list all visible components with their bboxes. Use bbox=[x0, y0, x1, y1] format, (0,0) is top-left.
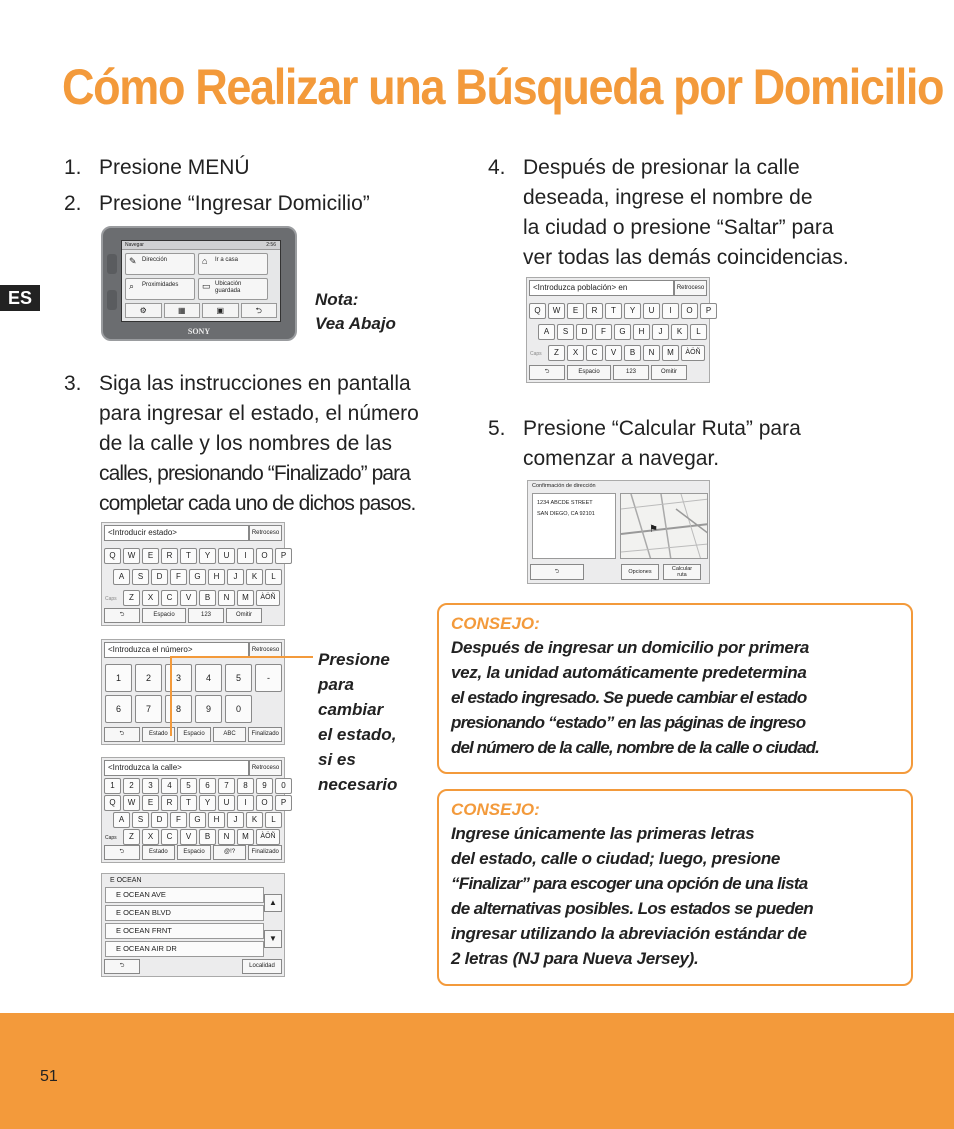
key[interactable]: 5 bbox=[180, 778, 197, 794]
keyboard-row-1 bbox=[104, 795, 292, 811]
keyboard-row-3 bbox=[548, 345, 705, 361]
back-arrow-button[interactable]: ⮌ bbox=[104, 608, 140, 623]
retroceso-button[interactable]: Retroceso bbox=[249, 642, 282, 658]
step-text: Después de presionar la calle bbox=[523, 156, 800, 179]
key[interactable]: X bbox=[142, 829, 159, 845]
key[interactable]: R bbox=[586, 303, 603, 319]
key[interactable]: L bbox=[265, 812, 282, 828]
key[interactable]: 6 bbox=[199, 778, 216, 794]
back-arrow-button[interactable]: ⮌ bbox=[529, 365, 565, 380]
key[interactable]: 8 bbox=[237, 778, 254, 794]
keyboard-row-1 bbox=[529, 303, 717, 319]
tip-line: el estado ingresado. Se puede cambiar el estado bbox=[451, 688, 807, 707]
key[interactable]: I bbox=[237, 795, 254, 811]
settings-icon[interactable]: ⚙ bbox=[125, 303, 162, 318]
key[interactable]: 1 bbox=[104, 778, 121, 794]
device-topbar-label: Navegar bbox=[125, 242, 144, 248]
key[interactable]: G bbox=[189, 812, 206, 828]
key[interactable]: N bbox=[218, 829, 235, 845]
retroceso-button[interactable]: Retroceso bbox=[674, 280, 707, 296]
list-header: E OCEAN bbox=[110, 877, 142, 884]
accent-key[interactable]: ÀÖÑ bbox=[681, 345, 705, 361]
key[interactable]: C bbox=[161, 829, 178, 845]
keypad-row-1 bbox=[105, 664, 282, 692]
step-text: comenzar a navegar. bbox=[523, 447, 720, 470]
language-tab: ES bbox=[0, 285, 40, 311]
tip-line: vez, la unidad automáticamente predetermina bbox=[451, 663, 807, 682]
address-line: 1234 ABCDE STREET bbox=[537, 500, 593, 506]
tip-line: presionando “estado” en las páginas de ingreso bbox=[451, 713, 806, 732]
keypad-bottom-bar bbox=[104, 727, 282, 742]
tip-box-1 bbox=[437, 603, 913, 774]
key[interactable]: B bbox=[199, 829, 216, 845]
tip-line: 2 letras (NJ para Nueva Jersey). bbox=[451, 949, 699, 968]
ruta-label: ruta bbox=[677, 572, 687, 578]
calcular-ruta-button[interactable] bbox=[663, 564, 701, 580]
list-item[interactable]: E OCEAN BLVD bbox=[105, 905, 264, 921]
page-number: 51 bbox=[40, 1068, 58, 1085]
key[interactable]: W bbox=[123, 795, 140, 811]
key[interactable]: J bbox=[227, 812, 244, 828]
key[interactable]: 8 bbox=[165, 695, 192, 723]
key[interactable]: P bbox=[700, 303, 717, 319]
calcular-label: Calcular bbox=[671, 566, 693, 572]
device-icon-row bbox=[125, 303, 277, 318]
key[interactable]: Q bbox=[104, 548, 121, 564]
device-clock: 2:56 bbox=[266, 242, 276, 248]
step-text: Presione “Ingresar Domicilio” bbox=[99, 192, 370, 215]
key[interactable]: B bbox=[199, 590, 216, 606]
step-text: para ingresar el estado, el número bbox=[99, 402, 419, 425]
back-arrow-button[interactable]: ⮌ bbox=[104, 959, 140, 974]
retroceso-button[interactable]: Retroceso bbox=[249, 760, 282, 776]
page-title: Cómo Realizar una Búsqueda por Domicilio bbox=[62, 59, 944, 115]
number-input[interactable]: <Introduzca el número> bbox=[104, 642, 249, 658]
key[interactable]: J bbox=[652, 324, 669, 340]
key[interactable]: Z bbox=[548, 345, 565, 361]
step-text: Siga las instrucciones en pantalla bbox=[99, 372, 411, 395]
key[interactable]: S bbox=[557, 324, 574, 340]
key[interactable]: Q bbox=[529, 303, 546, 319]
key[interactable]: 2 bbox=[135, 664, 162, 692]
step-text: ver todas las demás coincidencias. bbox=[523, 246, 849, 269]
key[interactable]: B bbox=[624, 345, 641, 361]
step-4 bbox=[488, 153, 928, 273]
espacio-button[interactable]: Espacio bbox=[177, 845, 211, 860]
retroceso-button[interactable]: Retroceso bbox=[249, 525, 282, 541]
key[interactable]: O bbox=[256, 548, 273, 564]
address-line: SAN DIEGO, CA 92101 bbox=[537, 511, 595, 517]
key[interactable]: M bbox=[662, 345, 679, 361]
key[interactable]: U bbox=[218, 548, 235, 564]
pencil-icon: ✎ bbox=[129, 256, 137, 266]
key[interactable]: J bbox=[227, 569, 244, 585]
step-text: completar cada uno de dichos pasos. bbox=[99, 492, 416, 515]
home-icon: ⌂ bbox=[202, 256, 208, 266]
step-number: 2. bbox=[64, 192, 82, 215]
book-icon: ▭ bbox=[202, 281, 211, 291]
scroll-up-icon[interactable]: ▲ bbox=[264, 894, 282, 912]
key[interactable]: W bbox=[123, 548, 140, 564]
key[interactable]: R bbox=[161, 795, 178, 811]
pointer-line bbox=[170, 656, 313, 658]
key[interactable]: N bbox=[643, 345, 660, 361]
direccion-button[interactable] bbox=[125, 253, 195, 275]
abc-button[interactable]: ABC bbox=[213, 727, 247, 742]
destination-flag-icon: ⚑ bbox=[649, 524, 658, 535]
step-text: Presione MENÚ bbox=[99, 156, 250, 179]
back-icon[interactable]: ⮌ bbox=[241, 303, 278, 318]
keyboard-bottom-bar bbox=[104, 845, 282, 860]
caps-label[interactable]: Caps bbox=[105, 596, 117, 602]
keyboard-row-2 bbox=[113, 812, 282, 828]
key[interactable]: Z bbox=[123, 590, 140, 606]
key[interactable]: O bbox=[681, 303, 698, 319]
list-item[interactable]: E OCEAN AIR DR bbox=[105, 941, 264, 957]
key[interactable]: U bbox=[643, 303, 660, 319]
step-number: 5. bbox=[488, 417, 506, 440]
omitir-button[interactable]: Omitir bbox=[226, 608, 262, 623]
key[interactable]: C bbox=[586, 345, 603, 361]
key[interactable]: Y bbox=[199, 795, 216, 811]
caps-label[interactable]: Caps bbox=[105, 835, 117, 841]
street-input[interactable]: <Introduzca la calle> bbox=[104, 760, 249, 776]
tip-body bbox=[451, 635, 899, 760]
callout-line: cambiar bbox=[318, 700, 384, 719]
list-bottom-bar bbox=[104, 959, 282, 974]
key[interactable]: W bbox=[548, 303, 565, 319]
key[interactable]: E bbox=[142, 548, 159, 564]
key[interactable]: L bbox=[690, 324, 707, 340]
numbers-button[interactable]: 123 bbox=[613, 365, 649, 380]
route-confirmation-image bbox=[527, 480, 710, 584]
espacio-button[interactable]: Espacio bbox=[142, 608, 186, 623]
key[interactable]: - bbox=[255, 664, 282, 692]
note-text bbox=[315, 288, 396, 336]
key[interactable]: F bbox=[170, 569, 187, 585]
back-arrow-button[interactable]: ⮌ bbox=[104, 727, 140, 742]
number-keypad-image bbox=[101, 639, 285, 745]
key[interactable]: A bbox=[113, 569, 130, 585]
key[interactable]: 4 bbox=[161, 778, 178, 794]
step-number: 3. bbox=[64, 372, 82, 395]
back-arrow-button[interactable]: ⮌ bbox=[530, 564, 584, 580]
key[interactable]: D bbox=[151, 812, 168, 828]
omitir-button[interactable]: Omitir bbox=[651, 365, 687, 380]
keyboard-bottom-bar bbox=[529, 365, 707, 380]
key[interactable]: F bbox=[595, 324, 612, 340]
back-arrow-button[interactable]: ⮌ bbox=[104, 845, 140, 860]
espacio-button[interactable]: Espacio bbox=[567, 365, 611, 380]
keyboard-number-row bbox=[104, 778, 292, 794]
key[interactable]: A bbox=[113, 812, 130, 828]
callout-line: necesario bbox=[318, 775, 398, 794]
proximidades-button[interactable] bbox=[125, 278, 195, 300]
scroll-down-icon[interactable]: ▼ bbox=[264, 930, 282, 948]
key[interactable]: F bbox=[170, 812, 187, 828]
key[interactable]: 6 bbox=[105, 695, 132, 723]
callout-text bbox=[318, 647, 416, 797]
key[interactable]: T bbox=[180, 795, 197, 811]
note-line: Nota: bbox=[315, 290, 359, 309]
keyboard-row-3 bbox=[123, 590, 280, 606]
key[interactable]: O bbox=[256, 795, 273, 811]
key[interactable]: H bbox=[208, 812, 225, 828]
key[interactable]: I bbox=[237, 548, 254, 564]
tip-line: ingresar utilizando la abreviación estándar de bbox=[451, 924, 807, 943]
tip-box-2 bbox=[437, 789, 913, 986]
step-3 bbox=[64, 369, 484, 519]
city-keyboard-image bbox=[526, 277, 710, 383]
step-5 bbox=[488, 414, 928, 474]
guardada-label: guardada bbox=[215, 288, 241, 294]
route-map bbox=[620, 493, 708, 559]
key[interactable]: C bbox=[161, 590, 178, 606]
callout-line: si es bbox=[318, 750, 356, 769]
device-brand-logo: SONY bbox=[187, 327, 211, 336]
finalizado-button[interactable]: Finalizado bbox=[248, 727, 282, 742]
espacio-button[interactable]: Espacio bbox=[177, 727, 211, 742]
key[interactable]: 0 bbox=[225, 695, 252, 723]
key[interactable]: P bbox=[275, 548, 292, 564]
key[interactable]: Q bbox=[104, 795, 121, 811]
key[interactable]: H bbox=[208, 569, 225, 585]
step-number: 1. bbox=[64, 156, 82, 179]
ubicacion-guardada-button[interactable] bbox=[198, 278, 268, 300]
finalizado-button[interactable]: Finalizado bbox=[248, 845, 282, 860]
key[interactable]: 3 bbox=[165, 664, 192, 692]
key[interactable]: D bbox=[576, 324, 593, 340]
note-line: Vea Abajo bbox=[315, 314, 396, 333]
grid-icon[interactable]: ▦ bbox=[164, 303, 201, 318]
list-item[interactable]: E OCEAN FRNT bbox=[105, 923, 264, 939]
key[interactable]: Y bbox=[199, 548, 216, 564]
key[interactable]: 5 bbox=[225, 664, 252, 692]
key[interactable]: 7 bbox=[218, 778, 235, 794]
tip-line: Ingrese únicamente las primeras letras bbox=[451, 824, 755, 843]
key[interactable]: K bbox=[246, 569, 263, 585]
key[interactable]: T bbox=[605, 303, 622, 319]
ir-a-casa-label: Ir a casa bbox=[215, 257, 239, 263]
keyboard-bottom-bar bbox=[104, 608, 282, 623]
callout-line: el estado, bbox=[318, 725, 397, 744]
key[interactable]: K bbox=[671, 324, 688, 340]
key[interactable]: G bbox=[614, 324, 631, 340]
map-streets-graphic bbox=[621, 494, 708, 559]
ubicacion-label: Ubicación bbox=[215, 281, 242, 287]
key[interactable]: 9 bbox=[256, 778, 273, 794]
key[interactable]: E bbox=[567, 303, 584, 319]
proximidades-label: Proximidades bbox=[142, 282, 179, 288]
key[interactable]: D bbox=[151, 569, 168, 585]
pointer-line bbox=[170, 657, 172, 736]
key[interactable]: 4 bbox=[195, 664, 222, 692]
tip-title: CONSEJO: bbox=[451, 800, 540, 819]
tip-line: del número de la calle, nombre de la calle o ciudad. bbox=[451, 738, 819, 757]
street-list-image bbox=[101, 873, 285, 977]
key[interactable]: 2 bbox=[123, 778, 140, 794]
step-text: Presione “Calcular Ruta” para bbox=[523, 417, 801, 440]
key[interactable]: 0 bbox=[275, 778, 292, 794]
keyboard-row-3 bbox=[123, 829, 280, 845]
numbers-button[interactable]: 123 bbox=[188, 608, 224, 623]
key[interactable]: A bbox=[538, 324, 555, 340]
step-text: de la calle y los nombres de las bbox=[99, 432, 392, 455]
callout-line: Presione bbox=[318, 650, 390, 669]
key[interactable]: 3 bbox=[142, 778, 159, 794]
direccion-label: Dirección bbox=[142, 257, 168, 263]
key[interactable]: K bbox=[246, 812, 263, 828]
key[interactable]: M bbox=[237, 590, 254, 606]
estado-button[interactable]: Estado bbox=[142, 727, 176, 742]
key[interactable]: M bbox=[237, 829, 254, 845]
key[interactable]: G bbox=[189, 569, 206, 585]
key[interactable]: V bbox=[180, 829, 197, 845]
keyboard-row-1 bbox=[104, 548, 292, 564]
state-input[interactable]: <Introducir estado> bbox=[104, 525, 249, 541]
key[interactable]: H bbox=[633, 324, 650, 340]
step-1 bbox=[64, 153, 464, 183]
city-input[interactable]: <Introduzca población> en bbox=[529, 280, 674, 296]
callout-line: para bbox=[318, 675, 354, 694]
key[interactable]: P bbox=[275, 795, 292, 811]
step-text: deseada, ingrese el nombre de bbox=[523, 186, 813, 209]
route-header: Confirmación de dirección bbox=[532, 483, 596, 489]
accent-key[interactable]: ÀÖÑ bbox=[256, 590, 280, 606]
key[interactable]: T bbox=[180, 548, 197, 564]
footer-band bbox=[0, 1013, 954, 1129]
key[interactable]: Y bbox=[624, 303, 641, 319]
key[interactable]: 7 bbox=[135, 695, 162, 723]
device-main-menu-image bbox=[101, 226, 297, 341]
opciones-button[interactable]: Opciones bbox=[621, 564, 659, 580]
step-2 bbox=[64, 189, 464, 219]
key[interactable]: Z bbox=[123, 829, 140, 845]
keypad-row-2 bbox=[105, 695, 252, 723]
state-keyboard-image bbox=[101, 522, 285, 626]
accent-key[interactable]: ÀÖÑ bbox=[256, 829, 280, 845]
car-icon[interactable]: ▣ bbox=[202, 303, 239, 318]
tip-line: de alternativas posibles. Los estados se pueden bbox=[451, 899, 813, 918]
device-side-button bbox=[107, 254, 117, 274]
key[interactable]: X bbox=[567, 345, 584, 361]
key[interactable]: V bbox=[605, 345, 622, 361]
key[interactable]: 1 bbox=[105, 664, 132, 692]
localidad-button[interactable]: Localidad bbox=[242, 959, 282, 974]
list-item[interactable]: E OCEAN AVE bbox=[105, 887, 264, 903]
device-screen bbox=[121, 240, 281, 322]
key[interactable]: S bbox=[132, 569, 149, 585]
key[interactable]: U bbox=[218, 795, 235, 811]
key[interactable]: R bbox=[161, 548, 178, 564]
street-keyboard-image bbox=[101, 757, 285, 863]
step-number: 4. bbox=[488, 156, 506, 179]
ir-a-casa-button[interactable] bbox=[198, 253, 268, 275]
device-topbar bbox=[122, 241, 280, 250]
key[interactable]: N bbox=[218, 590, 235, 606]
key[interactable]: 9 bbox=[195, 695, 222, 723]
key[interactable]: X bbox=[142, 590, 159, 606]
tip-line: del estado, calle o ciudad; luego, presione bbox=[451, 849, 781, 868]
step-text: calles, presionando “Finalizado” para bbox=[99, 462, 411, 485]
symbols-button[interactable]: @!? bbox=[213, 845, 247, 860]
keyboard-row-2 bbox=[538, 324, 707, 340]
keyboard-row-2 bbox=[113, 569, 282, 585]
route-bottom-bar bbox=[530, 564, 707, 580]
device-side-button bbox=[107, 290, 117, 310]
key[interactable]: E bbox=[142, 795, 159, 811]
search-icon: ⌕ bbox=[129, 281, 135, 291]
tip-line: “Finalizar” para escoger una opción de una lista bbox=[451, 874, 808, 893]
key[interactable]: S bbox=[132, 812, 149, 828]
tip-body bbox=[451, 821, 899, 971]
key[interactable]: I bbox=[662, 303, 679, 319]
tip-line: Después de ingresar un domicilio por primera bbox=[451, 638, 810, 657]
key[interactable]: V bbox=[180, 590, 197, 606]
estado-button[interactable]: Estado bbox=[142, 845, 176, 860]
step-text: la ciudad o presione “Saltar” para bbox=[523, 216, 834, 239]
caps-label[interactable]: Caps bbox=[530, 351, 542, 357]
key[interactable]: L bbox=[265, 569, 282, 585]
tip-title: CONSEJO: bbox=[451, 614, 540, 633]
route-address-box bbox=[532, 493, 616, 559]
